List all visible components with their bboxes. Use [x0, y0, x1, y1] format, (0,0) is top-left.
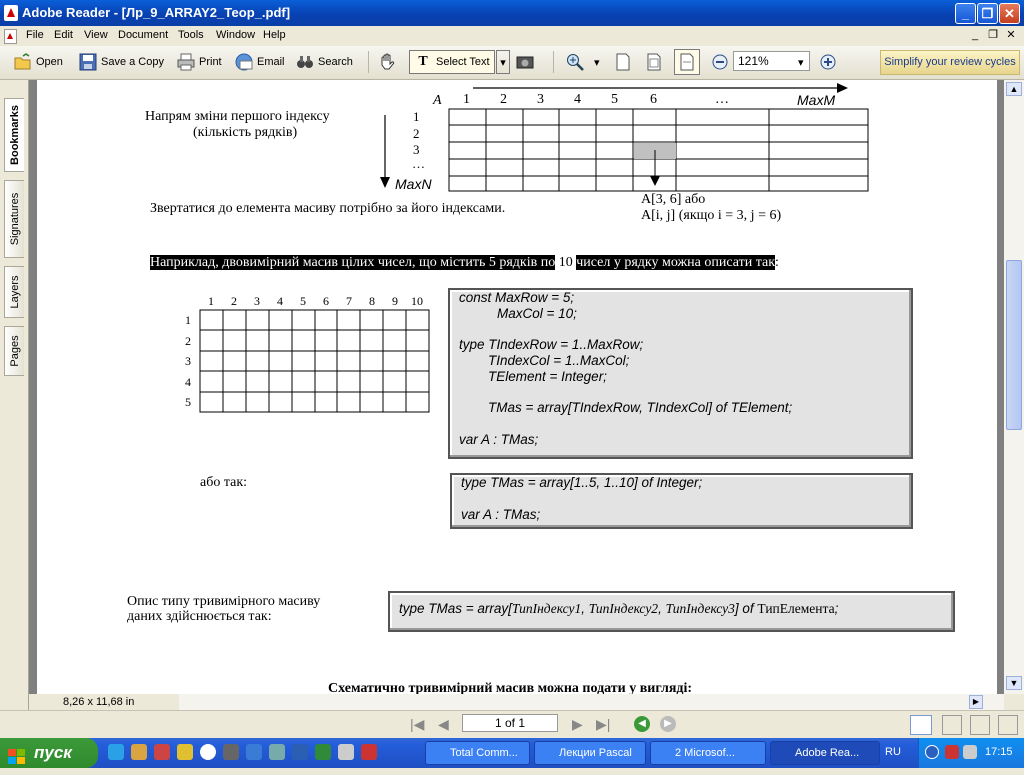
col-header: … [715, 92, 729, 107]
example-paragraph [150, 255, 779, 271]
window-title: Adobe Reader - [Лр_9_ARRAY2_Теор_.pdf] [22, 5, 291, 20]
task-total-commander[interactable] [425, 741, 530, 765]
grid-col-label: 9 [392, 294, 398, 308]
quicklaunch-icon[interactable] [269, 744, 285, 760]
zoom-in-button[interactable] [819, 51, 841, 73]
toolbar-separator [553, 51, 554, 73]
grid-col-label: 2 [231, 294, 237, 308]
example-part-a: Наприклад, двовимірний масив цілих чисел, що містить 5 рядків по [150, 255, 556, 270]
menu-bar [0, 26, 1024, 45]
zoom-level-field[interactable]: 121% [733, 51, 810, 71]
task-label: Adobe Rea... [795, 747, 860, 759]
code3-d: ТипІндексу2 [588, 601, 659, 616]
email-button[interactable] [235, 51, 285, 73]
tab-bookmarks-label: Bookmarks [8, 105, 21, 165]
search-button[interactable] [296, 51, 353, 73]
start-button[interactable] [0, 738, 98, 768]
restore-button[interactable]: ❐ [977, 3, 998, 24]
grid-row-label: 1 [185, 313, 191, 327]
select-text-button[interactable] [409, 50, 495, 74]
grid-col-label: 8 [369, 294, 375, 308]
fit-width-button[interactable] [674, 49, 700, 75]
row-direction-label: Напрям зміни першого індексу [145, 109, 330, 124]
grid-col-label: 10 [411, 294, 423, 308]
grid-row-label: 5 [185, 395, 191, 409]
code-line: const MaxRow = 5; [459, 290, 575, 305]
grid-col-label: 5 [300, 294, 306, 308]
tab-signatures-label: Signatures [8, 192, 21, 246]
continuous-facing-layout-icon[interactable] [998, 715, 1018, 735]
code3-a: type TMas = array[ [399, 601, 512, 616]
doc-minimize-button[interactable]: _ [971, 29, 979, 41]
scroll-thumb[interactable] [1006, 260, 1022, 430]
quicklaunch-icon[interactable] [246, 744, 262, 760]
grid-col-label: 6 [323, 294, 329, 308]
close-button[interactable]: ✕ [999, 3, 1020, 24]
folder-open-icon [14, 53, 32, 71]
fit-width-icon [678, 53, 696, 71]
row-header: 2 [413, 126, 420, 141]
code3-c: , [581, 601, 589, 616]
scroll-right-arrow[interactable]: ▶ [969, 695, 983, 709]
camera-icon [516, 53, 534, 71]
task-word-group[interactable] [650, 741, 766, 765]
open-label: Open [36, 56, 63, 68]
grid-row-label: 3 [185, 354, 191, 368]
tab-pages[interactable] [4, 326, 24, 376]
previous-page-button[interactable]: ◀ [438, 716, 449, 732]
save-copy-button[interactable] [79, 51, 164, 73]
email-label: Email [257, 56, 285, 68]
fit-page-button[interactable] [645, 51, 667, 73]
minimize-button[interactable]: _ [955, 3, 976, 24]
magnifier-icon [566, 53, 584, 71]
printer-icon [177, 53, 195, 71]
next-page-button[interactable]: ▶ [572, 716, 583, 732]
code-line: TElement = Integer; [488, 369, 607, 384]
array-name-label: A [433, 93, 442, 108]
row-count-label: (кількість рядків) [193, 125, 298, 140]
skype-icon[interactable] [108, 744, 124, 760]
disk-icon [79, 53, 97, 71]
tab-layers-label: Layers [8, 275, 21, 309]
menu-tools[interactable]: Tools [178, 29, 204, 41]
grid-col-label: 3 [254, 294, 260, 308]
select-tool-dropdown[interactable]: ▾ [496, 50, 510, 74]
search-label: Search [318, 56, 353, 68]
quicklaunch-icon[interactable] [223, 744, 239, 760]
menu-help[interactable]: Help [263, 29, 286, 41]
scroll-up-arrow[interactable]: ▲ [1006, 82, 1022, 96]
fit-page-icon [645, 53, 663, 71]
print-label: Print [199, 56, 222, 68]
print-button[interactable] [177, 51, 222, 73]
task-lectures-folder[interactable] [534, 741, 646, 765]
tray-arrow-icon[interactable] [925, 745, 939, 759]
tray-antivirus-icon[interactable] [945, 745, 959, 759]
quicklaunch-icon[interactable] [154, 744, 170, 760]
code-line: TMas = array[TIndexRow, TIndexCol] of TElement; [488, 400, 793, 415]
menu-window[interactable]: Window [216, 29, 256, 41]
col-header-max: MaxM [797, 92, 836, 108]
code3-i: ; [834, 601, 839, 616]
row-header-max: MaxN [395, 176, 432, 192]
tab-signatures[interactable] [4, 180, 24, 258]
p3d-line-1: Опис типу тривимірного масиву [127, 594, 321, 609]
quicklaunch-icon[interactable] [131, 744, 147, 760]
word-icon[interactable] [292, 744, 308, 760]
code-line-3d [399, 601, 838, 617]
pdf-page [37, 80, 997, 694]
code-line: MaxCol = 10; [497, 306, 577, 321]
grid-row-label: 2 [185, 334, 191, 348]
hand-tool-button[interactable] [378, 51, 400, 73]
task-label: Лекции Pascal [559, 747, 632, 759]
row-header: 1 [413, 109, 420, 124]
document-viewport[interactable] [29, 80, 1004, 694]
single-page-layout-icon[interactable] [910, 715, 932, 735]
menu-document[interactable]: Document [118, 29, 169, 41]
tray-volume-icon[interactable] [963, 745, 977, 759]
code-line: type TIndexRow = 1..MaxRow; [459, 337, 644, 352]
menu-file[interactable]: File [26, 29, 44, 41]
text-cursor-icon: T [418, 54, 428, 69]
grid-row-label: 4 [185, 375, 191, 389]
system-tray [918, 738, 1024, 768]
zoom-level-dropdown[interactable]: ▾ [798, 56, 804, 69]
task-adobe-reader[interactable] [770, 741, 880, 765]
code-line: var A : TMas; [459, 432, 539, 447]
word-doc-icon[interactable] [338, 744, 354, 760]
example-part-d: : [775, 255, 779, 270]
facing-layout-icon[interactable] [970, 715, 990, 735]
grid-col-label: 7 [346, 294, 352, 308]
start-label: пуск [34, 743, 72, 762]
col-header: 3 [537, 92, 544, 107]
menu-edit[interactable]: Edit [54, 29, 73, 41]
code3-e: , [658, 601, 666, 616]
toolbar-separator [368, 51, 369, 73]
adobe-reader-icon [4, 5, 18, 21]
task-label: 2 Microsof... [675, 747, 735, 759]
code-line: type TMas = array[1..5, 1..10] of Integer; [461, 475, 703, 490]
tab-bookmarks[interactable] [4, 98, 24, 172]
row-header: … [412, 156, 425, 171]
go-back-icon[interactable]: ◀ [634, 716, 650, 732]
save-icon[interactable] [361, 744, 377, 760]
promo-banner[interactable]: Simplify your review cycles [880, 50, 1020, 75]
code3-f: ТипІндексу3 [665, 601, 735, 616]
code3-g: ] of [734, 601, 758, 616]
zoom-tool-dropdown[interactable]: ▾ [594, 56, 600, 69]
page-size-indicator: 8,26 x 11,68 in [29, 694, 179, 710]
col-header: 2 [500, 92, 507, 107]
last-page-button[interactable]: ▶| [596, 716, 611, 732]
col-header: 6 [650, 92, 657, 107]
globe-mail-icon [235, 53, 253, 71]
scroll-down-arrow[interactable]: ▼ [1006, 676, 1022, 690]
code-line: var A : TMas; [461, 507, 541, 522]
plus-circle-icon [819, 53, 837, 71]
access-paragraph: Звертатися до елемента масиву потрібно за його індексами. [150, 201, 506, 216]
page-icon [614, 53, 632, 71]
or-label: або так: [200, 475, 248, 490]
element-ref-2: A[i, j] (якщо i = 3, j = 6) [641, 208, 782, 223]
task-label: Total Comm... [450, 747, 518, 759]
row-header: 3 [413, 142, 420, 157]
clock: 17:15 [985, 746, 1013, 758]
open-button[interactable] [14, 51, 63, 73]
navigation-panel [0, 80, 29, 712]
grid-col-label: 4 [277, 294, 283, 308]
first-page-button[interactable]: |◀ [410, 716, 425, 732]
actual-size-button[interactable] [614, 51, 636, 73]
menu-view[interactable]: View [84, 29, 108, 41]
excel-icon[interactable] [315, 744, 331, 760]
grid-col-label: 1 [208, 294, 214, 308]
hand-icon [378, 53, 396, 71]
code3-b: ТипІндексу1 [511, 601, 582, 616]
code-line: TIndexCol = 1..MaxCol; [488, 353, 630, 368]
element-ref-1: A[3, 6] або [641, 192, 706, 207]
snapshot-button[interactable] [516, 51, 538, 73]
vertical-scrollbar[interactable] [1004, 80, 1024, 694]
save-copy-label: Save a Copy [101, 56, 164, 68]
language-indicator[interactable]: RU [885, 746, 901, 758]
continuous-layout-icon[interactable] [942, 715, 962, 735]
tab-layers[interactable] [4, 266, 24, 318]
title-bar [0, 0, 1024, 26]
col-header: 1 [463, 92, 470, 107]
doc-restore-button[interactable]: ❐ [988, 29, 998, 41]
quicklaunch-icon[interactable] [177, 744, 193, 760]
windows-logo-icon [8, 745, 26, 761]
select-text-label: Select Text [436, 56, 490, 68]
example-part-b: 10 [558, 255, 573, 270]
example-part-c: чисел у рядку можна описати так [576, 255, 776, 270]
col-header: 5 [611, 92, 618, 107]
code3-h: ТипЕлемента [757, 601, 835, 616]
minus-circle-icon [711, 53, 729, 71]
page-number-field[interactable]: 1 of 1 [462, 714, 558, 732]
zoom-out-button[interactable] [711, 51, 733, 73]
tab-pages-label: Pages [8, 335, 21, 367]
p3d-line-2: даних здійснюється так: [127, 609, 272, 624]
doc-close-button[interactable]: ✕ [1006, 29, 1016, 41]
browser-icon[interactable] [200, 744, 216, 760]
document-icon[interactable] [4, 29, 17, 44]
zoom-in-tool-button[interactable] [566, 51, 588, 73]
section-heading-cut: Схематично тривимірний масив можна подати у вигляді: [328, 681, 693, 694]
binoculars-icon [296, 53, 314, 71]
col-header: 4 [574, 92, 581, 107]
go-forward-icon[interactable]: ▶ [660, 716, 676, 732]
